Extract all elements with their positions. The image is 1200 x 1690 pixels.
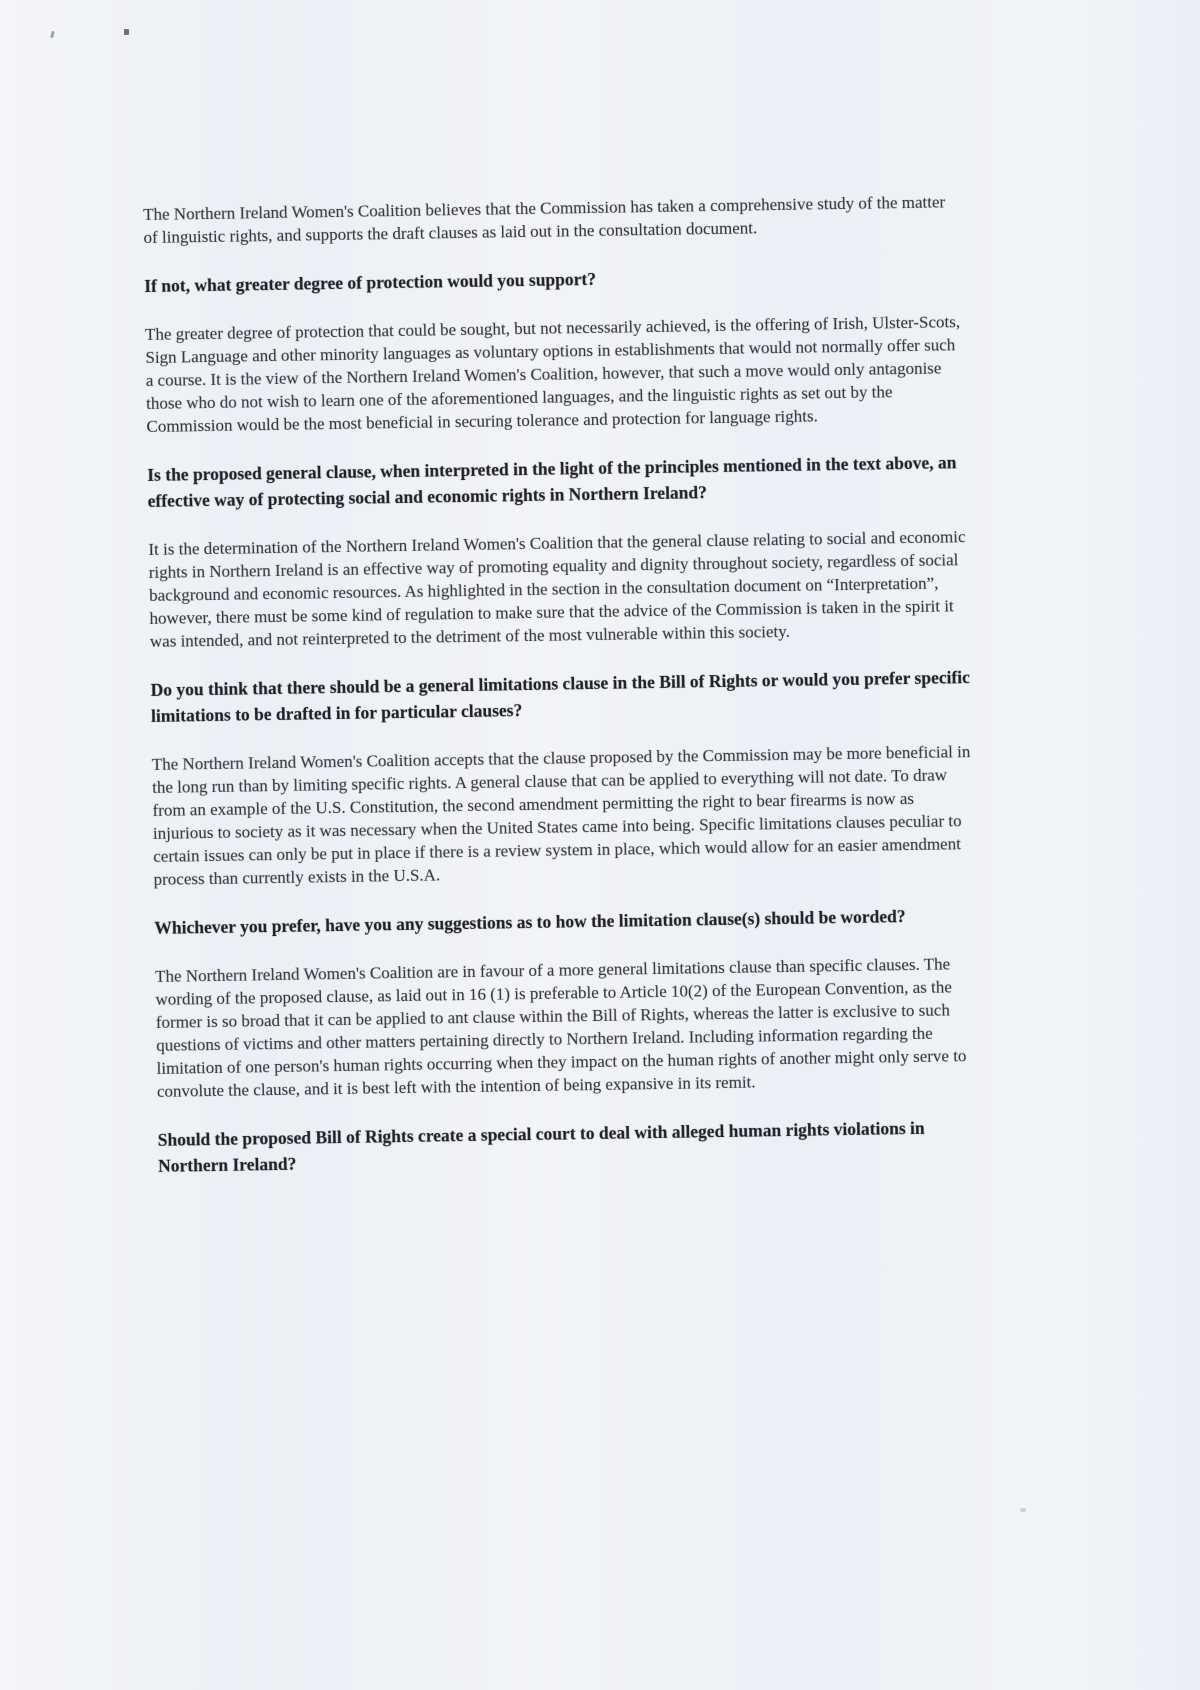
- scan-artifact-comma: [50, 31, 55, 39]
- question-heading: Whichever you prefer, have you any suggestions as to how the limitation clause(s) should be worded?: [154, 906, 906, 938]
- question-heading: Is the proposed general clause, when interpreted in the light of the principles mentioned in the text above, an effective way of protecting social and economic rights in Northern Ireland?: [147, 452, 957, 511]
- document-text-block: [143, 190, 979, 1203]
- scan-artifact-speck: [1020, 1508, 1026, 1512]
- question-heading: If not, what greater degree of protection would you support?: [144, 268, 597, 296]
- question-heading: Do you think that there should be a general limitations clause in the Bill of Rights or would you prefer specific limitations to be drafted in for particular clauses?: [150, 667, 971, 726]
- response-paragraph: It is the determination of the Northern Ireland Women's Coalition that the general clause relating to social and economic rights in Northern Ireland is an effective way of promoting equality and dignity throughout society, regardless of social background and economic resources. As highlighted in the section in the consultation document on “Interpretation”, however, there must be some kind of regulation to make sure that the advice of the Commission is taken in the spirit it was intended, and not reinterpreted to the detriment of the most vulnerable within this society.: [148, 527, 966, 651]
- response-paragraph: The greater degree of protection that could be sought, but not necessarily achieved, is the offering of Irish, Ulster-Scots, Sign Language and other minority languages as voluntary options in establishments that would not normally offer such a course. It is the view of the Northern Ireland Women's Coalition, however, that such a move would only antagonise those who do not wish to learn one of the aforementioned languages, and the linguistic rights as set out by the Commission would be the most beneficial in securing tolerance and protection for language rights.: [144, 312, 961, 436]
- response-paragraph: The Northern Ireland Women's Coalition believes that the Commission has taken a comprehensive study of the matter of linguistic rights, and supports the draft clauses as laid out in the consultation document.: [143, 192, 946, 247]
- response-paragraph: The Northern Ireland Women's Coalition accepts that the clause proposed by the Commission may be more beneficial in the long run than by limiting specific rights. A general clause that can be applied to everything will not date. To draw from an example of the U.S. Constitution, the second amendment permitting the right to bear firearms is now as injurious to society as it was necessary when the United States came into being. Specific limitations clauses peculiar to certain issues can only be put in place if there is a review system in place, which would allow for an easier amendment process than currently exists in the U.S.A.: [151, 742, 971, 889]
- scan-artifact-dot: [124, 29, 129, 35]
- question-heading: Should the proposed Bill of Rights create a special court to deal with alleged human rights violations in Northern Ireland?: [157, 1117, 925, 1176]
- response-paragraph: The Northern Ireland Women's Coalition are in favour of a more general limitations clause than specific clauses. The wording of the proposed clause, as laid out in 16 (1) is preferable to Article 10(2) of the European Convention, as the former is so broad that it can be applied to ant clause within the Bill of Rights, whereas the latter is exclusive to such questions of victims and other matters pertaining directly to Northern Ireland. Including information regarding the limitation of one person's human rights occurring when they impact on the human rights of another might only serve to convolute the clause, and it is best left with the intention of being expansive in its remit.: [155, 954, 967, 1101]
